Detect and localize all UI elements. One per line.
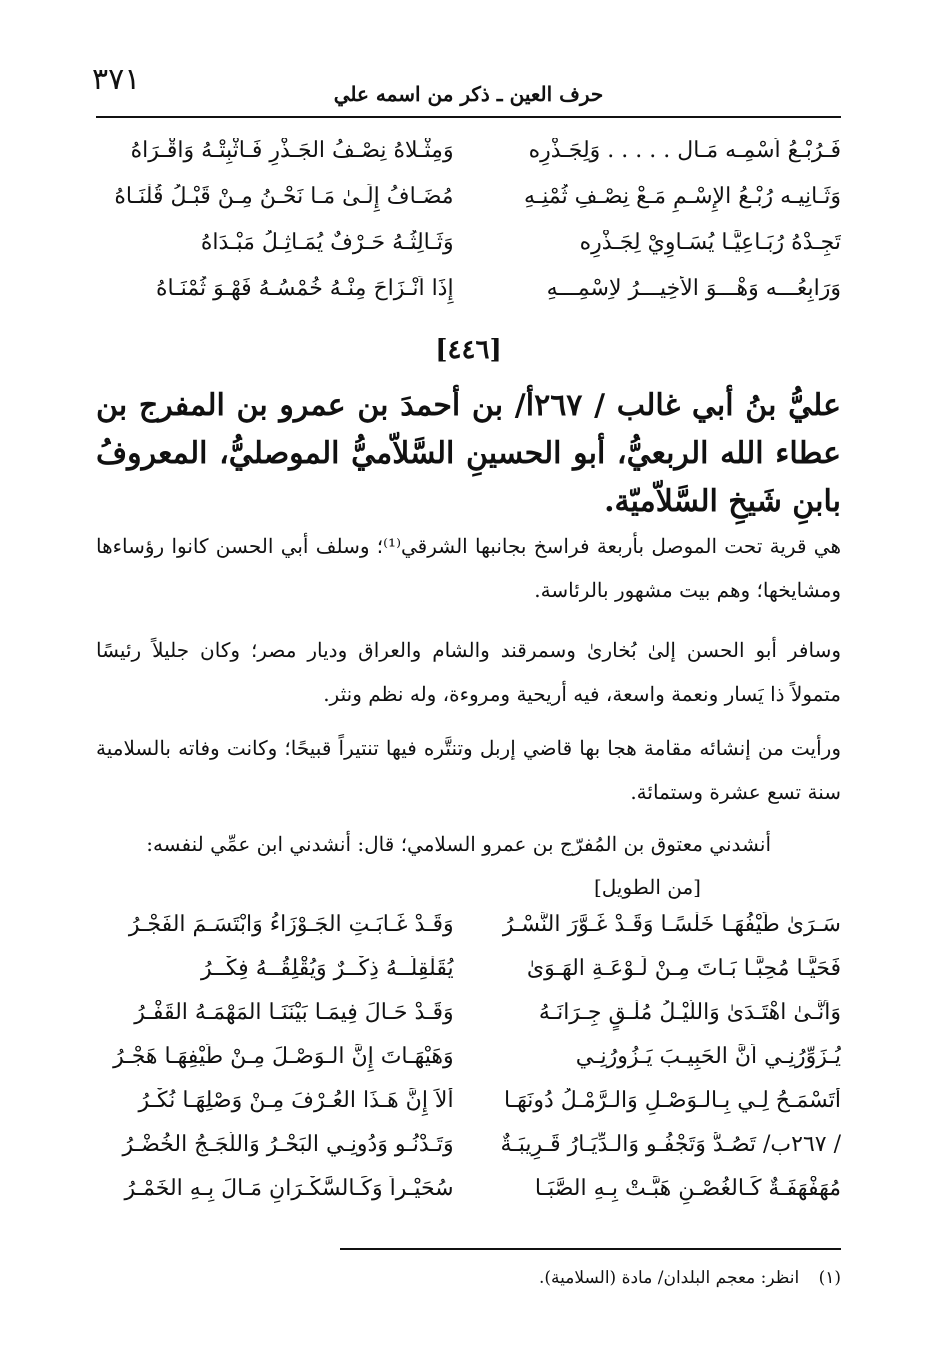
footnote-text: انظر: معجم البلدان/ مادة (السلامية). [538, 1268, 800, 1288]
hemistich-left: وَثَـالِثُـهُ حَـرْفٌ يُمَـاثِـلُ مَبْـدَاهُ [200, 230, 454, 255]
verse-line [96, 1176, 841, 1220]
paragraph: أنشدني معتوق بن المُفرّج بن عمرو السلامي؛ قال: أنشدني ابن عمِّي لنفسه: [146, 832, 771, 856]
verse-line [96, 1132, 841, 1176]
hemistich-right: فَـرُبْـعُ اُسْمِـه مَـال . . . . . وَلِجَـذْرِه [528, 138, 841, 163]
hemistich-left: مُضَـافُ إِلَـىٰ مَـا نَحْـنُ مِـنْ قَبْـلُ قُلْنَـاهُ [114, 184, 454, 209]
paragraph: ورأيت من إنشائه مقامة هجا بها قاضي إربل وتنتَّره فيها تنتيراً قبيحًا؛ وكانت وفاته بالسلامية سنة تسع عشرة وستمائة. [96, 736, 841, 804]
entry-title: عليُّ بنُ أبي غالب / ٢٦٧أ/ بن أحمدَ بن عمرو بن المفرج بن عطاء الله الربعيُّ، أبو الحسينِ السَّلاّميُّ الموصليُّ، المعروفُ بابنِ شَيخِ السَّلاّميّة. [96, 388, 841, 519]
hemistich-left: وَقَـدْ غَـابَـتِ الجَـوْزَاءُ وَابْتَسَـمَ الفَجْـرُ [128, 912, 454, 937]
hemistich-right: سَـرَىٰ طَيْفُهَـا خَلْسًـا وَقَـدْ غَـوَّرَ النَّسْـرُ [502, 912, 841, 937]
poem-top [96, 138, 841, 322]
meter-label: [من الطويل] [593, 875, 701, 899]
hemistich-right: وَثَـانِيـه رُبْـعُ الإِسْـمِ مَـعْ نِصْـفِ ثُمْنِـهِ [523, 184, 841, 209]
verse-line [96, 956, 841, 1000]
paragraph: هي قرية تحت الموصل بأربعة فراسخ بجانبها الشرقي⁽¹⁾؛ وسلف أبي الحسن كانوا رؤساءها ومشايخها؛ وهم بيت مشهور بالرئاسة. [96, 534, 842, 602]
page-number: ٣٧١ [92, 62, 141, 97]
footnote-rule [340, 1248, 841, 1250]
header-rule [96, 116, 841, 118]
verse-line [96, 1000, 841, 1044]
hemistich-left: وَمِثْـلاهُ نِصْـفُ الجَـذْرِ فَـاثْبِتْـهُ وَاقْـرَاهُ [130, 138, 454, 163]
hemistich-right: أَتَسْمَـحُ لِـي بِـالـوَصْـلِ وَالـرَّمْـلُ دُونَهَـا [503, 1088, 841, 1113]
hemistich-right: / ٢٦٧ب/ تَصُـدُّ وَتَجْفُـو وَالـدِّيَـارُ قَـرِيبَـةٌ [500, 1132, 841, 1157]
hemistich-right: وَاَنَّـىٰ اهْتَـدَىٰ وَاللَّيْـلُ مُلْـقٍ جِـرَانَـهُ [538, 1000, 841, 1025]
hemistich-left: يُقَلْقِلُــهُ ذِكْــرٌ وَيُقْلِقُــهُ فِكْــرُ [201, 956, 454, 981]
footnote-number: (١) [818, 1268, 841, 1288]
hemistich-left: سُحَيْـراً وَكَـالسَّكْـرَانِ مَـالَ بِـهِ الخَمْـرُ [124, 1176, 454, 1201]
hemistich-right: فَحَيًّـا مُحِبًّـا بَـاتَ مِـنْ لَـوْعَـةِ الهَـوَىٰ [526, 956, 841, 981]
hemistich-right: مُهَفْهَفَـةٌ كَـالغُصْـنِ هَبَّـتْ بِـهِ الصَّبَـا [534, 1176, 841, 1201]
hemistich-left: وَهَيْهَـاتَ إِنَّ الـوَصْـلَ مِـنْ طَيْفِهَـا هَجْـرُ [113, 1044, 454, 1069]
hemistich-right: وَرَابِعُـــه وَهْـــوَ الأَخِيـــرُ لاِسْمِـــهِ [546, 276, 841, 301]
running-header: حرف العين ـ ذكر من اسمه علي [333, 82, 604, 106]
entry-number: [٤٤٦] [435, 335, 502, 365]
poem-bottom [96, 912, 841, 1220]
hemistich-left: إِذَا اَنْـزَاحَ مِنْـهُ خُمْسُـهُ فَهْـوَ ثُمْنَـاهُ [156, 276, 454, 301]
hemistich-left: وَتَـدْنُـو وَدُونِـي البَحْـرُ وَاللُّجَـجُ الخُضْـرُ [122, 1132, 454, 1157]
verse-line [96, 1044, 841, 1088]
verse-line [96, 1088, 841, 1132]
hemistich-left: وَقَـدْ حَـالَ فِيمَـا بَيْنَنَـا المَهْمَـهُ القَفْـرُ [134, 1000, 454, 1025]
paragraph: وسافر أبو الحسن إلىٰ بُخارىٰ وسمرقند والشام والعراق وديار مصر؛ وكان جليلاً رئيسًا متمولاً ذا يَسار ونعمة واسعة، فيه أريحية ومروءة، وله نظم ونثر. [96, 638, 841, 706]
verse-line [96, 184, 841, 230]
verse-line [96, 276, 841, 322]
verse-line [96, 912, 841, 956]
footnote [96, 1268, 841, 1288]
verse-line [96, 230, 841, 276]
hemistich-right: يُـزَوِّرُنِـي اَنَّ الحَبِيـبَ يَـزُورُنِـي [575, 1044, 841, 1069]
hemistich-right: تَجِـدْهُ رُبَـاعِيًّـا يُسَـاوِيْ لِجَـذْرِه [579, 230, 841, 255]
verse-line [96, 138, 841, 184]
hemistich-left: أَلاَ إِنَّ هَـذَا العُـرْفَ مِـنْ وَصْلِهَـا نُكْـرُ [138, 1088, 454, 1113]
